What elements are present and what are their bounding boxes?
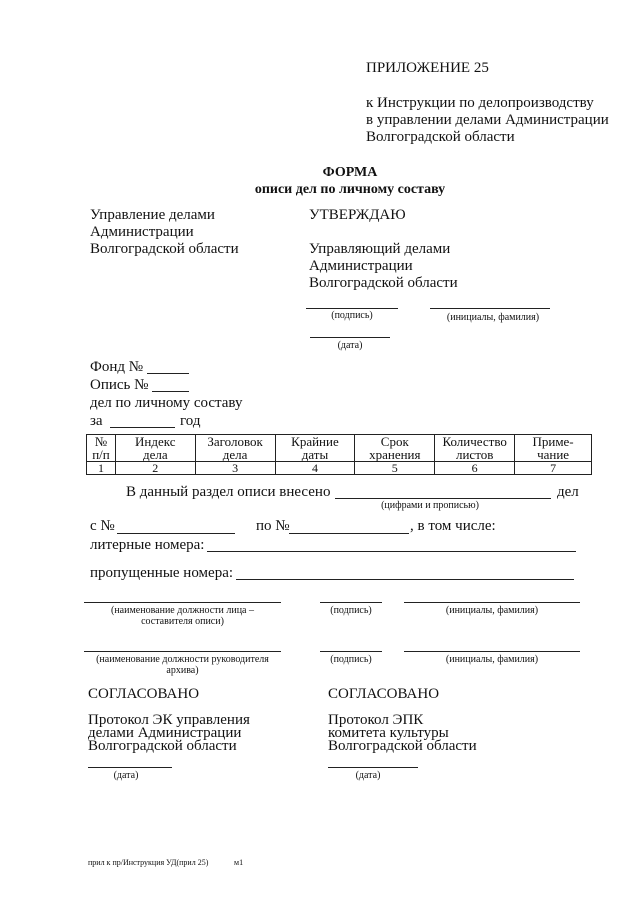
archive-caption-line-1: (наименование должности руководителя (96, 654, 269, 665)
compiler-signature-line[interactable] (320, 602, 382, 603)
cases-word: дел (557, 484, 579, 500)
fond-number-field[interactable] (147, 373, 189, 374)
archive-name-caption: (инициалы, фамилия) (445, 654, 539, 665)
approve-line-1: Управляющий делами (309, 241, 451, 257)
compiler-name-line[interactable] (404, 602, 580, 603)
table-cell: 4 (275, 462, 355, 475)
fond-label: Фонд № (90, 359, 144, 375)
approve-heading: УТВЕРЖДАЮ (309, 207, 406, 223)
col-header-sheets: Количество листов (435, 435, 515, 462)
agreed-right-date-caption: (дата) (355, 770, 381, 781)
from-label: с № (90, 518, 115, 534)
archive-signature-line[interactable] (320, 651, 382, 652)
figures-caption: (цифрами и прописью) (381, 500, 479, 511)
agreed-right-date-line[interactable] (328, 767, 418, 768)
compiler-caption-line-2: составителя описи) (141, 616, 224, 627)
agreed-left-line-3: Волгоградской области (88, 738, 237, 754)
compiler-position-line[interactable] (84, 602, 281, 603)
archive-signature-caption: (подпись) (330, 654, 372, 665)
inventory-table (86, 434, 592, 475)
agreed-left-date-line[interactable] (88, 767, 172, 768)
agreed-left-date-caption: (дата) (113, 770, 139, 781)
approve-line-2: Администрации (309, 258, 413, 274)
entered-label: В данный раздел описи внесено (126, 484, 331, 500)
instruction-ref-line-1: к Инструкции по делопроизводству (366, 95, 594, 111)
instruction-ref-line-2: в управлении делами Администрации (366, 112, 609, 128)
opis-number-field[interactable] (152, 391, 189, 392)
archive-position-line[interactable] (84, 651, 281, 652)
opis-label: Опись № (90, 377, 149, 393)
approve-line-3: Волгоградской области (309, 275, 458, 291)
table-cell: 2 (115, 462, 195, 475)
to-label: по № (256, 518, 290, 534)
missing-numbers-field[interactable] (236, 579, 574, 580)
compiler-caption-line-1: (наименование должности лица – (110, 605, 254, 616)
appendix-number: ПРИЛОЖЕНИЕ 25 (366, 60, 489, 76)
table-header-row (87, 435, 592, 462)
agreed-left-line-1: Протокол ЭК управления (88, 712, 250, 728)
agreed-right-heading: СОГЛАСОВАНО (328, 686, 440, 702)
approve-date-caption: (дата) (337, 340, 363, 351)
form-subtitle: описи дел по личному составу (254, 182, 446, 197)
col-header-title: Заголовок дела (195, 435, 275, 462)
archive-name-line[interactable] (404, 651, 580, 652)
cases-label: дел по личному составу (90, 395, 243, 411)
approve-signature-line[interactable] (306, 308, 398, 309)
table-cell: 3 (195, 462, 275, 475)
approve-date-line[interactable] (310, 337, 390, 338)
table-cell: 7 (515, 462, 592, 475)
table-cell: 6 (435, 462, 515, 475)
org-line-1: Управление делами (90, 207, 215, 223)
agreed-right-line-1: Протокол ЭПК (328, 712, 424, 728)
approve-signature-caption: (подпись) (331, 310, 373, 321)
agreed-right-line-3: Волгоградской области (328, 738, 477, 754)
to-number-field[interactable] (289, 533, 409, 534)
col-header-index: Индекс дела (115, 435, 195, 462)
col-header-dates: Крайние даты (275, 435, 355, 462)
approve-name-line[interactable] (430, 308, 550, 309)
org-line-3: Волгоградской области (90, 241, 239, 257)
approve-name-caption: (инициалы, фамилия) (446, 312, 540, 323)
archive-caption-line-2: архива) (166, 665, 199, 676)
year-field[interactable] (110, 427, 175, 428)
god-label: год (180, 413, 201, 429)
compiler-signature-caption: (подпись) (330, 605, 372, 616)
agreed-left-line-2: делами Администрации (88, 725, 242, 741)
instruction-ref-line-3: Волгоградской области (366, 129, 515, 145)
table-cell: 5 (355, 462, 435, 475)
za-label: за (90, 413, 103, 429)
col-header-number: № п/п (87, 435, 116, 462)
table-cell: 1 (87, 462, 116, 475)
col-header-retention: Срок хранения (355, 435, 435, 462)
table-row (87, 462, 592, 475)
footer-file-path: прил к пр/Инструкция УД(прил 25) (88, 858, 209, 867)
letter-numbers-label: литерные номера: (90, 537, 205, 553)
compiler-name-caption: (инициалы, фамилия) (445, 605, 539, 616)
agreed-left-heading: СОГЛАСОВАНО (88, 686, 200, 702)
entered-count-field[interactable] (335, 498, 551, 499)
org-line-2: Администрации (90, 224, 194, 240)
col-header-note: Приме- чание (515, 435, 592, 462)
form-title: ФОРМА (322, 165, 378, 180)
footer-code: м1 (234, 858, 244, 867)
agreed-right-line-2: комитета культуры (328, 725, 449, 741)
from-number-field[interactable] (117, 533, 235, 534)
including-label: , в том числе: (410, 518, 496, 534)
missing-numbers-label: пропущенные номера: (90, 565, 234, 581)
letter-numbers-field[interactable] (207, 551, 576, 552)
